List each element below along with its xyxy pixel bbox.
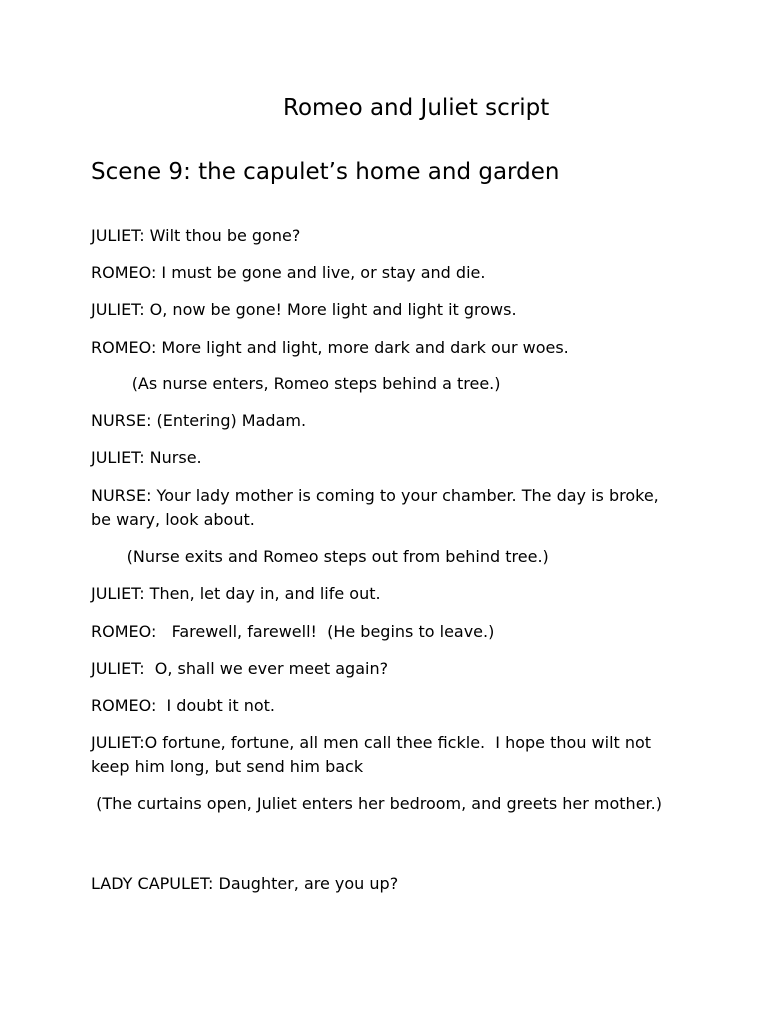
script-line: JULIET: O, now be gone! More light and light it grows. [91, 300, 517, 319]
stage-direction: (As nurse enters, Romeo steps behind a tree.) [91, 374, 501, 393]
script-line: ROMEO: Farewell, farewell! (He begins to leave.) [91, 622, 495, 641]
script-line: JULIET: O, shall we ever meet again? [91, 659, 389, 678]
stage-direction: (Nurse exits and Romeo steps out from behind tree.) [91, 547, 549, 566]
script-line: JULIET: Wilt thou be gone? [91, 226, 301, 245]
script-line: ROMEO: I doubt it not. [91, 696, 275, 715]
script-line: JULIET: Then, let day in, and life out. [91, 584, 381, 603]
scene-heading: Scene 9: the capulet’s home and garden [91, 159, 560, 185]
script-line: LADY CAPULET: Daughter, are you up? [91, 874, 399, 893]
script-line: NURSE: Your lady mother is coming to your chamber. The day is broke, be wary, look about. [91, 486, 659, 529]
script-line: ROMEO: I must be gone and live, or stay and die. [91, 263, 486, 282]
script-line: JULIET: Nurse. [91, 448, 202, 467]
script-line: JULIET:O fortune, fortune, all men call thee fickle. I hope thou wilt not keep him long, but send him back [91, 733, 662, 776]
document-title: Romeo and Juliet script [283, 95, 550, 121]
stage-direction: (The curtains open, Juliet enters her bedroom, and greets her mother.) [91, 794, 662, 813]
script-line: ROMEO: More light and light, more dark and dark our woes. [91, 338, 569, 357]
script-line: NURSE: (Entering) Madam. [91, 411, 307, 430]
